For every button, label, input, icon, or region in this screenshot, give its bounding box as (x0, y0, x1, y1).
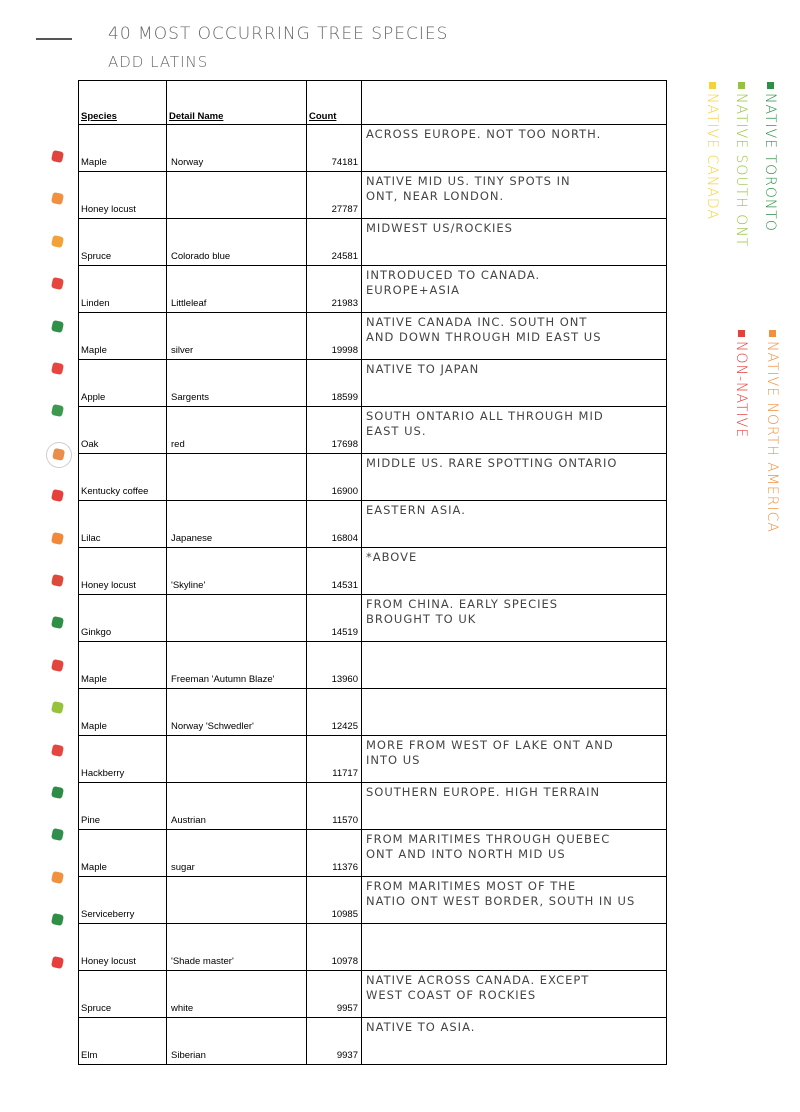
handwritten-note-cell (362, 971, 667, 1018)
handwritten-note-line: MIDWEST US/ROCKIES (366, 221, 513, 235)
row-color-marker (51, 701, 64, 714)
table-row (79, 501, 667, 548)
row-color-marker (51, 871, 64, 884)
row-color-marker (51, 786, 64, 799)
detail-cell (167, 877, 307, 924)
detail-cell: 'Skyline' (167, 548, 307, 595)
handwritten-note-cell (362, 736, 667, 783)
species-cell: Hackberry (79, 736, 167, 783)
handwritten-note-line: WEST COAST OF ROCKIES (366, 988, 537, 1002)
count-cell: 11570 (307, 783, 362, 830)
table-row (79, 924, 667, 971)
count-cell: 19998 (307, 313, 362, 360)
row-color-marker (44, 439, 75, 470)
handwritten-note-line: *ABOVE (366, 550, 418, 564)
table-header-row (79, 81, 667, 125)
handwritten-note-line: ONT AND INTO NORTH MID US (366, 847, 566, 861)
detail-cell: white (167, 971, 307, 1018)
handwritten-note-cell (362, 548, 667, 595)
handwritten-note-cell (362, 360, 667, 407)
handwritten-note-cell (362, 877, 667, 924)
table-row (79, 125, 667, 172)
table-row (79, 313, 667, 360)
species-cell: Ginkgo (79, 595, 167, 642)
detail-cell: red (167, 407, 307, 454)
species-cell: Maple (79, 313, 167, 360)
count-cell: 21983 (307, 266, 362, 313)
heading-line-1: 40 MOST OCCURRING TREE SPECIES (108, 24, 449, 44)
legend-swatch (767, 82, 774, 89)
detail-cell: Norway (167, 125, 307, 172)
handwritten-note-line: BROUGHT TO UK (366, 612, 477, 626)
row-color-marker (51, 320, 64, 333)
row-color-marker (51, 150, 64, 163)
detail-cell: Norway 'Schwedler' (167, 689, 307, 736)
count-cell: 16900 (307, 454, 362, 501)
table-row (79, 360, 667, 407)
legend-swatch (769, 330, 776, 337)
handwritten-note-line: INTO US (366, 753, 421, 767)
header-species: Species (79, 81, 167, 125)
table-row (79, 830, 667, 877)
table-row (79, 172, 667, 219)
handwritten-note-cell (362, 1018, 667, 1065)
detail-cell: Freeman 'Autumn Blaze' (167, 642, 307, 689)
legend-label: NON-NATIVE (733, 341, 749, 439)
count-cell: 17698 (307, 407, 362, 454)
handwritten-note-line: FROM CHINA. EARLY SPECIES (366, 597, 559, 611)
row-color-marker (51, 235, 64, 248)
handwritten-note-cell (362, 266, 667, 313)
detail-cell: Siberian (167, 1018, 307, 1065)
count-cell: 10978 (307, 924, 362, 971)
row-color-marker (51, 192, 64, 205)
species-cell: Maple (79, 830, 167, 877)
handwritten-note-line: NATIVE CANADA INC. SOUTH ONT (366, 315, 588, 329)
table-row (79, 266, 667, 313)
row-color-marker (51, 956, 64, 969)
legend-label: NATIVE NORTH AMERICA (764, 341, 780, 533)
species-cell: Honey locust (79, 924, 167, 971)
handwritten-note-cell (362, 454, 667, 501)
handwritten-note-line: SOUTHERN EUROPE. HIGH TERRAIN (366, 785, 601, 799)
header-detail-name: Detail Name (167, 81, 307, 125)
handwritten-note-line: NATIVE ACROSS CANADA. EXCEPT (366, 973, 590, 987)
handwritten-note-cell (362, 783, 667, 830)
handwritten-note-cell (362, 830, 667, 877)
table-row (79, 877, 667, 924)
handwritten-note-cell (362, 642, 667, 689)
species-cell: Serviceberry (79, 877, 167, 924)
detail-cell: 'Shade master' (167, 924, 307, 971)
handwritten-heading (108, 20, 448, 76)
count-cell: 12425 (307, 689, 362, 736)
species-cell: Maple (79, 689, 167, 736)
legend-item (762, 82, 778, 232)
table-row (79, 595, 667, 642)
handwritten-note-cell (362, 172, 667, 219)
species-cell: Pine (79, 783, 167, 830)
handwritten-note-cell (362, 125, 667, 172)
legend-swatch (738, 82, 745, 89)
detail-cell (167, 172, 307, 219)
species-cell: Honey locust (79, 172, 167, 219)
row-color-marker (51, 489, 64, 502)
detail-cell (167, 595, 307, 642)
species-cell: Maple (79, 642, 167, 689)
count-cell: 10985 (307, 877, 362, 924)
count-cell: 74181 (307, 125, 362, 172)
handwritten-note-cell (362, 595, 667, 642)
count-cell: 24581 (307, 219, 362, 266)
legend-item (733, 330, 749, 438)
species-cell: Spruce (79, 219, 167, 266)
detail-cell: silver (167, 313, 307, 360)
legend-item (733, 82, 749, 247)
row-color-marker (51, 744, 64, 757)
legend-swatch (738, 330, 745, 337)
handwritten-note-line: EASTERN ASIA. (366, 503, 466, 517)
detail-cell: Sargents (167, 360, 307, 407)
row-color-marker (51, 277, 64, 290)
count-cell: 18599 (307, 360, 362, 407)
handwritten-note-line: SOUTH ONTARIO ALL THROUGH MID (366, 409, 604, 423)
table-row (79, 736, 667, 783)
table-row (79, 548, 667, 595)
handwritten-note-cell (362, 407, 667, 454)
row-color-marker (51, 574, 64, 587)
legend-item (704, 82, 720, 220)
count-cell: 14519 (307, 595, 362, 642)
header-count: Count (307, 81, 362, 125)
handwritten-note-line: ACROSS EUROPE. NOT TOO NORTH. (366, 127, 602, 141)
handwritten-note-cell (362, 313, 667, 360)
legend-swatch (709, 82, 716, 89)
count-cell: 16804 (307, 501, 362, 548)
species-cell: Maple (79, 125, 167, 172)
table-row (79, 1018, 667, 1065)
species-table (78, 80, 667, 1065)
handwritten-note-line: NATIVE MID US. TINY SPOTS IN (366, 174, 571, 188)
detail-cell: Japanese (167, 501, 307, 548)
legend-label: NATIVE CANADA (704, 93, 720, 221)
detail-cell (167, 736, 307, 783)
count-cell: 14531 (307, 548, 362, 595)
row-color-marker (51, 404, 64, 417)
row-color-marker (51, 362, 64, 375)
handwritten-note-line: AND DOWN THROUGH MID EAST US (366, 330, 602, 344)
row-color-marker (51, 913, 64, 926)
species-cell: Apple (79, 360, 167, 407)
legend-label: NATIVE TORONTO (762, 93, 778, 232)
handwritten-note-line: EAST US. (366, 424, 427, 438)
legend-item (764, 330, 780, 533)
species-table-sheet (78, 80, 666, 1061)
species-cell: Elm (79, 1018, 167, 1065)
count-cell: 11376 (307, 830, 362, 877)
row-color-marker (51, 828, 64, 841)
handwritten-note-cell (362, 689, 667, 736)
handwritten-note-cell (362, 219, 667, 266)
count-cell: 11717 (307, 736, 362, 783)
table-row (79, 219, 667, 266)
species-cell: Oak (79, 407, 167, 454)
handwritten-note-line: EUROPE+ASIA (366, 283, 460, 297)
row-color-marker (51, 616, 64, 629)
count-cell: 27787 (307, 172, 362, 219)
handwritten-note-cell (362, 501, 667, 548)
count-cell: 9937 (307, 1018, 362, 1065)
handwritten-note-line: MIDDLE US. RARE SPOTTING ONTARIO (366, 456, 618, 470)
handwritten-note-line: FROM MARITIMES THROUGH QUEBEC (366, 832, 611, 846)
table-row (79, 783, 667, 830)
handwritten-note-line: FROM MARITIMES MOST OF THE (366, 879, 577, 893)
legend-label: NATIVE SOUTH ONT (733, 93, 749, 248)
count-cell: 9957 (307, 971, 362, 1018)
table-row (79, 971, 667, 1018)
handwritten-note-line: NATIVE TO JAPAN (366, 362, 480, 376)
handwritten-note-line: NATIVE TO ASIA. (366, 1020, 476, 1034)
detail-cell: Littleleaf (167, 266, 307, 313)
count-cell: 13960 (307, 642, 362, 689)
handwritten-note-line: INTRODUCED TO CANADA. (366, 268, 541, 282)
detail-cell (167, 454, 307, 501)
species-cell: Kentucky coffee (79, 454, 167, 501)
heading-line-2: ADD LATINS (108, 53, 209, 71)
table-row (79, 454, 667, 501)
detail-cell: Colorado blue (167, 219, 307, 266)
species-cell: Spruce (79, 971, 167, 1018)
species-cell: Linden (79, 266, 167, 313)
table-row (79, 642, 667, 689)
heading-dash (36, 38, 72, 40)
handwritten-note-line: NATIO ONT WEST BORDER, SOUTH IN US (366, 894, 636, 908)
species-cell: Lilac (79, 501, 167, 548)
species-cell: Honey locust (79, 548, 167, 595)
detail-cell: sugar (167, 830, 307, 877)
row-color-marker (51, 532, 64, 545)
row-color-marker (51, 659, 64, 672)
handwritten-note-line: ONT, NEAR LONDON. (366, 189, 505, 203)
table-row (79, 407, 667, 454)
header-notes (362, 81, 667, 125)
detail-cell: Austrian (167, 783, 307, 830)
handwritten-note-cell (362, 924, 667, 971)
table-row (79, 689, 667, 736)
handwritten-note-line: MORE FROM WEST OF LAKE ONT AND (366, 738, 614, 752)
